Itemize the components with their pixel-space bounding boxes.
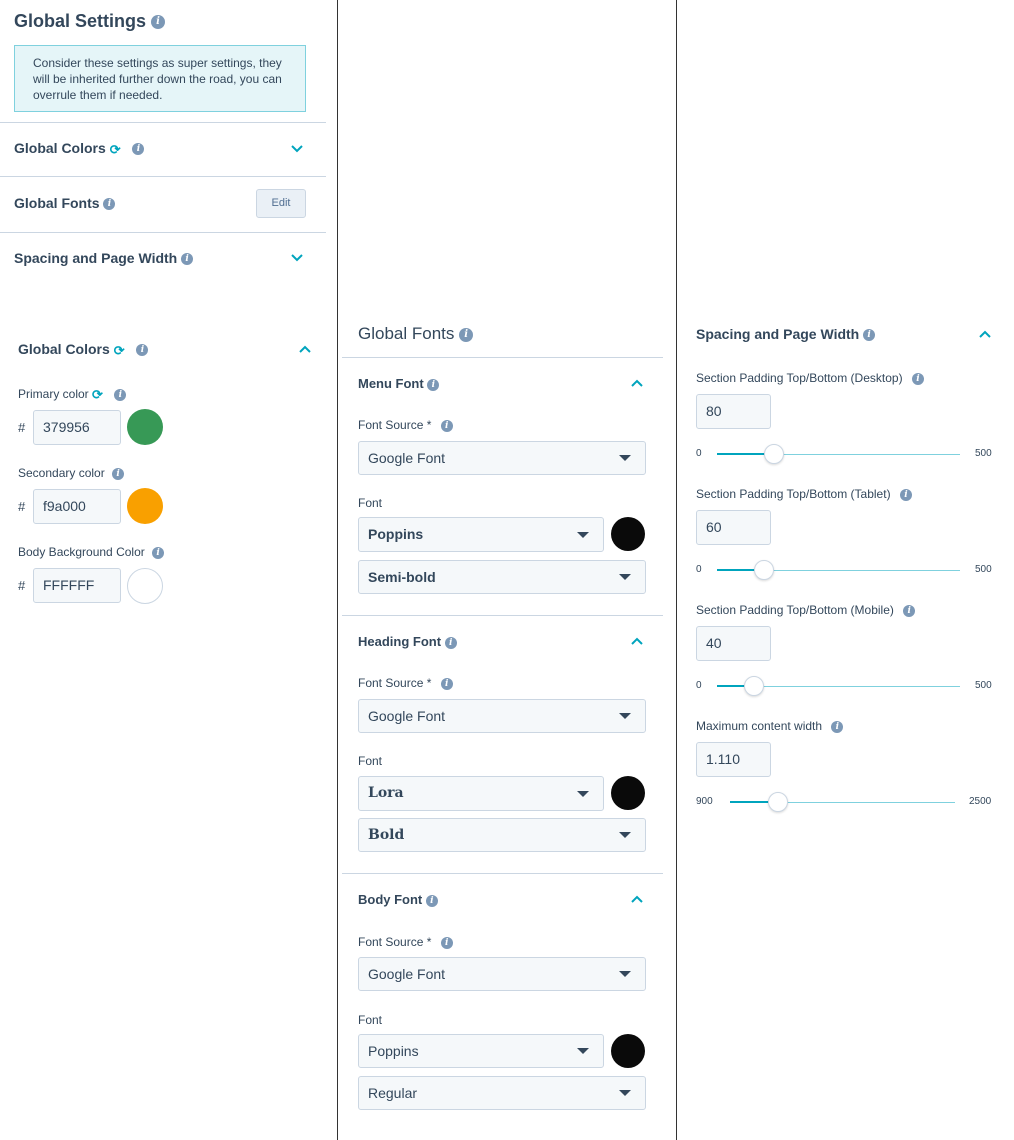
font-weight-select[interactable]: Bold — [358, 818, 646, 852]
slider-handle[interactable] — [764, 444, 784, 464]
info-icon[interactable]: i — [112, 468, 124, 480]
font-source-select[interactable]: Google Font — [358, 957, 646, 991]
slider-min-label: 900 — [696, 796, 713, 807]
slider-handle[interactable] — [768, 792, 788, 812]
primary-color-swatch[interactable] — [127, 409, 163, 445]
slider-max-label: 500 — [975, 564, 992, 575]
font-source-label: Font Source * i — [358, 676, 453, 690]
font-weight-select[interactable]: Semi-bold — [358, 560, 646, 594]
slider-min-label: 0 — [696, 448, 702, 459]
dropdown-arrow-icon — [577, 532, 589, 538]
font-label: Font — [358, 1013, 383, 1027]
dropdown-arrow-icon — [619, 1090, 631, 1096]
dropdown-arrow-icon — [619, 971, 631, 977]
font-source-select[interactable]: Google Font — [358, 441, 646, 475]
divider — [0, 176, 326, 177]
info-icon[interactable]: i — [863, 329, 875, 341]
divider — [0, 122, 326, 123]
info-icon[interactable]: i — [136, 344, 148, 356]
global-settings-title: Global Settings i — [14, 11, 165, 32]
chevron-down-icon[interactable] — [290, 253, 304, 263]
max-width-input[interactable]: 1.110 — [696, 742, 771, 777]
mobile-padding-label: Section Padding Top/Bottom (Mobile) i — [696, 603, 915, 617]
primary-color-input[interactable]: 379956 — [33, 410, 121, 445]
column-divider — [337, 0, 338, 1140]
info-icon[interactable]: i — [151, 15, 165, 29]
font-label: Font — [358, 754, 383, 768]
heading-font-title: Heading Font i — [358, 634, 457, 649]
secondary-color-swatch[interactable] — [127, 488, 163, 524]
dropdown-arrow-icon — [577, 1048, 589, 1054]
background-color-input[interactable]: FFFFFF — [33, 568, 121, 603]
info-icon[interactable]: i — [426, 895, 438, 907]
info-icon[interactable]: i — [903, 605, 915, 617]
divider — [342, 357, 663, 358]
info-icon[interactable]: i — [459, 328, 473, 342]
menu-font-title: Menu Font i — [358, 376, 439, 391]
spacing-title: Spacing and Page Width i — [696, 326, 875, 342]
info-icon[interactable]: i — [132, 143, 144, 155]
divider — [0, 232, 326, 233]
info-icon[interactable]: i — [427, 379, 439, 391]
max-width-label: Maximum content width i — [696, 719, 843, 733]
background-color-label: Body Background Color i — [18, 545, 164, 559]
slider-max-label: 500 — [975, 448, 992, 459]
info-icon[interactable]: i — [445, 637, 457, 649]
edit-fonts-button[interactable]: Edit — [256, 189, 306, 218]
column-divider — [676, 0, 677, 1140]
info-icon[interactable]: i — [152, 547, 164, 559]
chevron-up-icon[interactable] — [630, 636, 644, 646]
info-icon[interactable]: i — [114, 389, 126, 401]
body-font-title: Body Font i — [358, 892, 438, 907]
sync-icon: ⟳ — [109, 141, 121, 157]
slider-max-label: 500 — [975, 680, 992, 691]
desktop-padding-input[interactable]: 80 — [696, 394, 771, 429]
hash-symbol: # — [18, 499, 26, 514]
slider-min-label: 0 — [696, 564, 702, 575]
font-family-select[interactable]: Lora — [358, 776, 604, 811]
slider-handle[interactable] — [754, 560, 774, 580]
font-color-swatch[interactable] — [611, 517, 645, 551]
primary-color-label: Primary color ⟳ i — [18, 387, 126, 401]
info-icon[interactable]: i — [912, 373, 924, 385]
background-color-swatch[interactable] — [127, 568, 163, 604]
dropdown-arrow-icon — [619, 455, 631, 461]
chevron-up-icon[interactable] — [298, 344, 312, 354]
sync-icon: ⟳ — [92, 387, 103, 403]
font-family-select[interactable]: Poppins — [358, 1034, 604, 1068]
info-icon[interactable]: i — [441, 937, 453, 949]
info-icon[interactable]: i — [831, 721, 843, 733]
dropdown-arrow-icon — [619, 832, 631, 838]
info-icon[interactable]: i — [181, 253, 193, 265]
font-source-label: Font Source * i — [358, 418, 453, 432]
font-color-swatch[interactable] — [611, 776, 645, 810]
font-family-select[interactable]: Poppins — [358, 517, 604, 552]
global-colors-row[interactable]: Global Colors ⟳ i — [14, 140, 144, 156]
tablet-padding-input[interactable]: 60 — [696, 510, 771, 545]
chevron-up-icon[interactable] — [978, 329, 992, 339]
hash-symbol: # — [18, 578, 26, 593]
info-icon[interactable]: i — [441, 420, 453, 432]
divider — [342, 873, 663, 874]
global-fonts-row: Global Fonts i — [14, 195, 115, 211]
secondary-color-label: Secondary color i — [18, 466, 124, 480]
sync-icon: ⟳ — [113, 342, 125, 358]
slider-handle[interactable] — [744, 676, 764, 696]
font-color-swatch[interactable] — [611, 1034, 645, 1068]
font-weight-select[interactable]: Regular — [358, 1076, 646, 1110]
global-fonts-title: Global Fonts i — [358, 324, 473, 344]
dropdown-arrow-icon — [619, 574, 631, 580]
font-source-select[interactable]: Google Font — [358, 699, 646, 733]
tablet-padding-label: Section Padding Top/Bottom (Tablet) i — [696, 487, 912, 501]
info-icon[interactable]: i — [441, 678, 453, 690]
dropdown-arrow-icon — [619, 713, 631, 719]
slider-max-label: 2500 — [969, 796, 992, 807]
dropdown-arrow-icon — [577, 791, 589, 797]
desktop-padding-label: Section Padding Top/Bottom (Desktop) i — [696, 371, 924, 385]
settings-notice: Consider these settings as super settings, they will be inherited further down the road, you can overrule them if needed. — [14, 45, 306, 112]
slider-min-label: 0 — [696, 680, 702, 691]
mobile-padding-input[interactable]: 40 — [696, 626, 771, 661]
chevron-up-icon[interactable] — [630, 378, 644, 388]
hash-symbol: # — [18, 420, 26, 435]
font-source-label: Font Source * i — [358, 935, 453, 949]
secondary-color-input[interactable]: f9a000 — [33, 489, 121, 524]
chevron-down-icon[interactable] — [290, 144, 304, 154]
divider — [342, 615, 663, 616]
spacing-row[interactable]: Spacing and Page Width i — [14, 250, 193, 266]
font-label: Font — [358, 496, 383, 510]
info-icon[interactable]: i — [900, 489, 912, 501]
global-colors-title: Global Colors ⟳ i — [18, 341, 148, 357]
chevron-up-icon[interactable] — [630, 894, 644, 904]
info-icon[interactable]: i — [103, 198, 115, 210]
